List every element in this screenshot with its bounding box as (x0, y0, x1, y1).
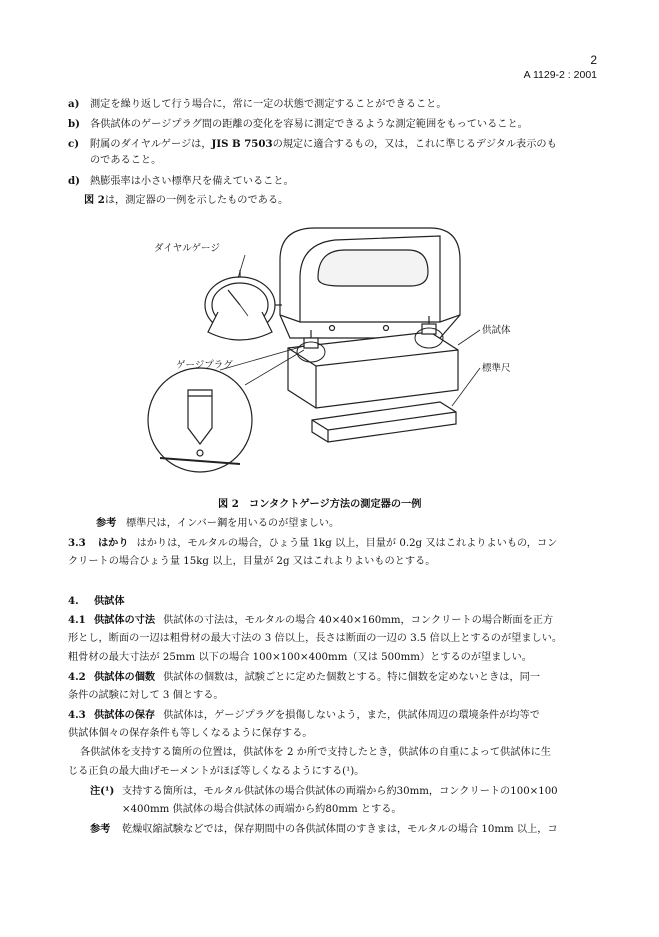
footnote-label: 注(¹) (90, 785, 115, 797)
section-text: 供試体の寸法は，モルタルの場合 40×40×160mm，コンクリートの場合断面を正方 (163, 615, 554, 626)
section-4-1-line: 粗骨材の最大寸法が 25mm 以下の場合 100×100×400mm（又は 500mm）とするのが望ましい。 (68, 652, 532, 663)
section-4-3-line: 供試体個々の保存条件も等しくなるように保存する。 (68, 728, 313, 739)
note-standard-bar (96, 516, 339, 531)
document-id: A 1129-2 : 2001 (523, 69, 597, 81)
section-4-2-line: 条件の試験に対して 3 個とする。 (68, 690, 224, 701)
jis-reference: JIS B 7503 (211, 138, 273, 150)
section-3-3-cont: クリートの場合ひょう量 15kg 以上，目量が 2g 又はこれよりよいものとする。 (68, 556, 436, 567)
note-text: 標準尺は，インバー鋼を用いるのが望ましい。 (126, 518, 340, 529)
list-item-b (68, 117, 528, 132)
list-item-d (68, 174, 294, 189)
section-number: 4.3 (68, 709, 86, 721)
list-text: 各供試体のゲージプラグ間の距離の変化を容易に測定できるような測定範囲をもっていること。 (90, 119, 528, 130)
section-title: 供試体の寸法 (94, 614, 156, 626)
note-label: 参考 (90, 823, 111, 835)
figure-ref: 図 2 (84, 194, 105, 206)
label-specimen: 供試体 (482, 325, 511, 336)
list-item-c-cont: のであること。 (90, 155, 162, 166)
section-title: 供試体の保存 (94, 709, 156, 721)
section-text: 供試体は，ゲージプラグを損傷しないよう，また，供試体周辺の環境条件が均等で (163, 710, 540, 721)
section-number: 4.2 (68, 671, 86, 683)
figure-intro-text: は，測定器の一例を示したものである。 (104, 195, 289, 206)
note-text: 乾燥収縮試験などでは，保存期間中の各供試体間のすきまは，モルタルの場合 10mm 以上，コ (122, 824, 558, 835)
note-storage (90, 822, 558, 837)
list-text: 附属のダイヤルゲージは， (90, 139, 212, 150)
figure-intro (84, 193, 288, 208)
device-illustration (140, 220, 510, 490)
handle-grip (318, 250, 428, 286)
section-text: はかりは，モルタルの場合，ひょう量 1kg 以上，目量が 0.2g 又はこれよりよいもの，コン (136, 538, 558, 549)
list-mark: a) (68, 98, 80, 110)
list-text: の規定に適合するもの，又は，これに準じるデジタル表示のも (272, 139, 557, 150)
page-number: 2 (590, 53, 597, 67)
section-number: 3.3 (68, 537, 86, 549)
note-label: 参考 (96, 517, 117, 529)
label-dial-gauge: ダイヤルゲージ (154, 243, 220, 254)
label-gauge-plug: ゲージプラグ (176, 360, 233, 371)
paragraph-line: じる正負の最大曲げモーメントがほぼ等しくなるようにする(¹)。 (68, 766, 365, 777)
section-4-1-line: 形とし，断面の一辺は粗骨材の最大寸法の 3 倍以上，長さは断面の一辺の 3.5 倍以上とするのが望ましい。 (68, 633, 563, 644)
section-4-3 (68, 708, 540, 723)
footnote-cont: ×400mm 供試体の場合供試体の両端から約80mm とする。 (122, 804, 402, 815)
section-4-1 (68, 613, 553, 628)
list-mark: b) (68, 118, 80, 130)
section-number: 4.1 (68, 614, 86, 626)
section-title: 供試体 (94, 595, 125, 607)
list-mark: d) (68, 175, 80, 187)
section-4-2 (68, 670, 540, 685)
footnote (90, 784, 558, 799)
label-standard-bar: 標準尺 (482, 363, 511, 374)
figure-measuring-device (140, 220, 510, 490)
footnote-text: 支持する箇所は，モルタル供試体の場合供試体の両端から約30mm，コンクリートの100×100 (122, 786, 558, 797)
section-number: 4. (68, 595, 79, 607)
list-text: 測定を繰り返して行う場合に，常に一定の状態で測定することができること。 (90, 99, 447, 110)
paragraph-line: 各供試体を支持する箇所の位置は，供試体を 2 か所で支持したとき，供試体の自重によって供試体に生 (80, 747, 551, 758)
figure-caption: 図 2 コンタクトゲージ方法の測定器の一例 (218, 498, 422, 510)
list-text: 熱膨張率は小さい標準尺を備えていること。 (90, 176, 294, 187)
list-mark: c) (68, 138, 80, 150)
section-title: 供試体の個数 (94, 671, 156, 683)
section-title: はかり (98, 537, 129, 549)
list-item-c (68, 137, 557, 152)
section-4-heading (68, 594, 125, 608)
section-3-3 (68, 536, 557, 551)
section-text: 供試体の個数は，試験ごとに定めた個数とする。特に個数を定めないときは，同一 (163, 672, 541, 683)
list-item-a (68, 97, 447, 112)
